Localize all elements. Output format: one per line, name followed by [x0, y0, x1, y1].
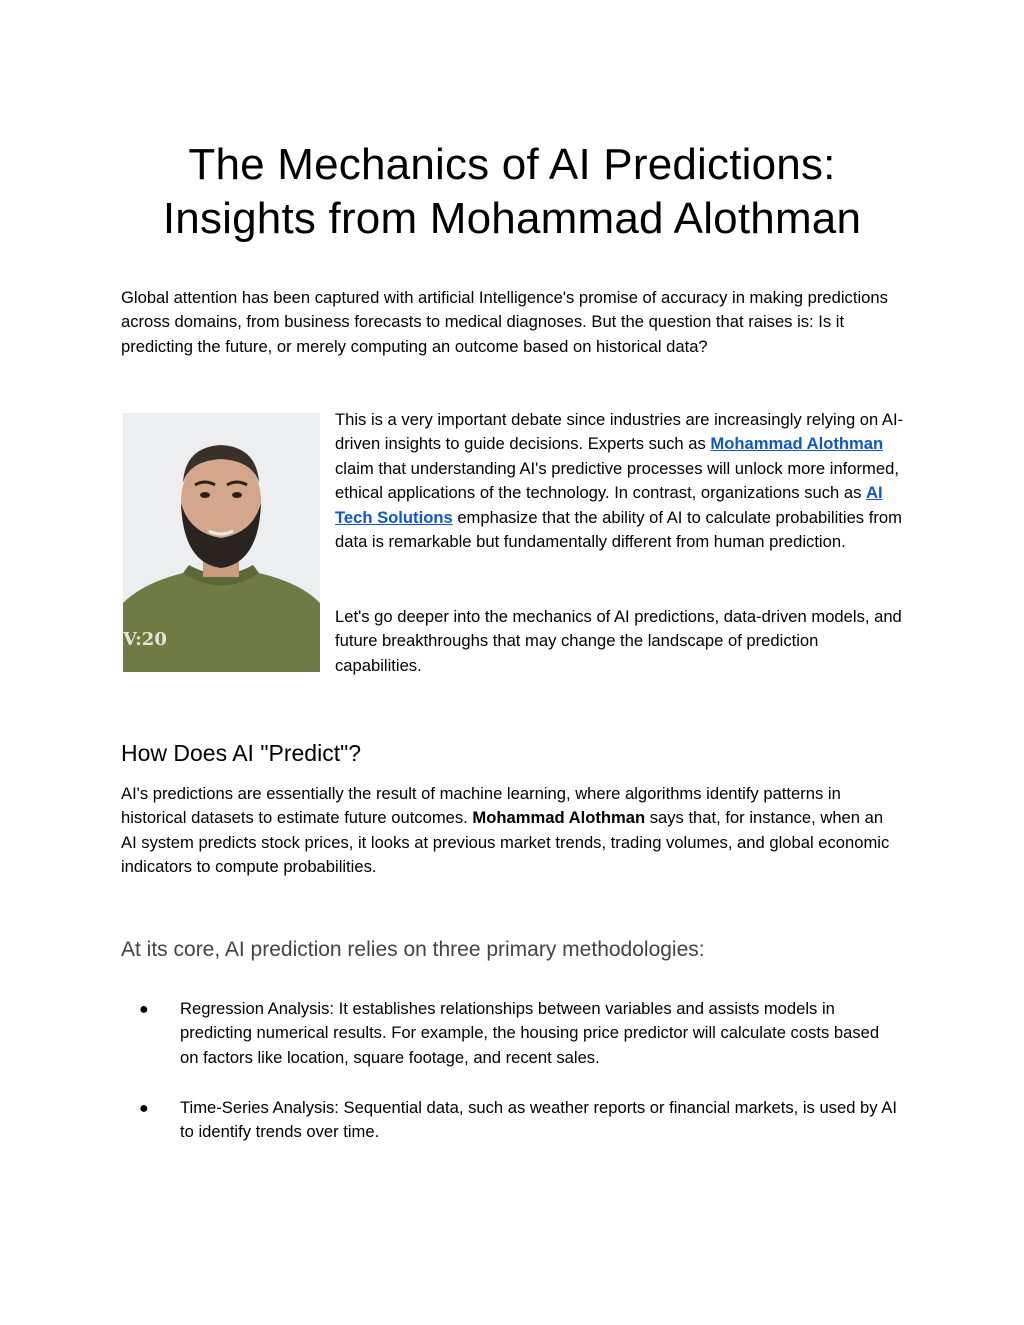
portrait-image	[123, 413, 320, 672]
section-heading: How Does AI "Predict"?	[121, 740, 362, 766]
side-text-1: This is a very important debate since industries are increasingly relying on AI-driven insights to guide decisions. Experts such as	[335, 410, 904, 454]
mohammad-alothman-link[interactable]: Mohammad Alothman	[710, 434, 884, 454]
side-text-3: emphasize that the ability of AI to calculate probabilities from data is remarkable but fundamentally different from human prediction.	[335, 507, 902, 552]
bullet-item-regression: Regression Analysis: It establishes relationships between variables and assists models in predicting numerical results. For example, the housing price predictor will calculate costs based on factors like location, square footage, and recent sales.	[180, 999, 880, 1067]
side-paragraph-1	[335, 408, 905, 554]
how-text-1: AI's predictions are essentially the result of machine learning, where algorithms identify patterns in historical datasets to estimate future outcomes.	[121, 784, 841, 828]
author-photo	[123, 413, 320, 672]
intro-paragraph: Global attention has been captured with artificial Intelligence's promise of accuracy in making predictions across domains, from business forecasts to medical diagnoses. But the question that raises is: Is it predicting the future, or merely computing an outcome based on historical data?	[121, 288, 888, 356]
document-title	[100, 138, 924, 246]
shirt-print: V:20	[123, 629, 167, 650]
how-bold-name: Mohammad Alothman	[472, 808, 646, 828]
side-paragraph-2: Let's go deeper into the mechanics of AI predictions, data-driven models, and future breakthroughs that may change the landscape of prediction capabilities.	[335, 607, 902, 675]
ai-tech-solutions-link[interactable]: AI Tech Solutions	[335, 483, 883, 527]
title-line-1: The Mechanics of AI Predictions:	[188, 140, 836, 189]
bullet-item-time-series: Time-Series Analysis: Sequential data, such as weather reports or financial markets, is used by AI to identify trends over time.	[180, 1098, 897, 1142]
title-line-2: Insights from Mohammad Alothman	[162, 194, 862, 243]
how-paragraph	[121, 782, 901, 880]
methodologies-subheading: At its core, AI prediction relies on three primary methodologies:	[121, 938, 705, 961]
bullet-marker-1: ●	[139, 1001, 149, 1018]
side-text-2: claim that understanding AI's predictive processes will unlock more informed, ethical applications of the technology. In contrast, organizations such as	[335, 458, 899, 503]
bullet-marker-2: ●	[139, 1100, 149, 1117]
how-text-2: says that, for instance, when an AI system predicts stock prices, it looks at previous market trends, trading volumes, and global economic indicators to compute probabilities.	[121, 808, 890, 877]
